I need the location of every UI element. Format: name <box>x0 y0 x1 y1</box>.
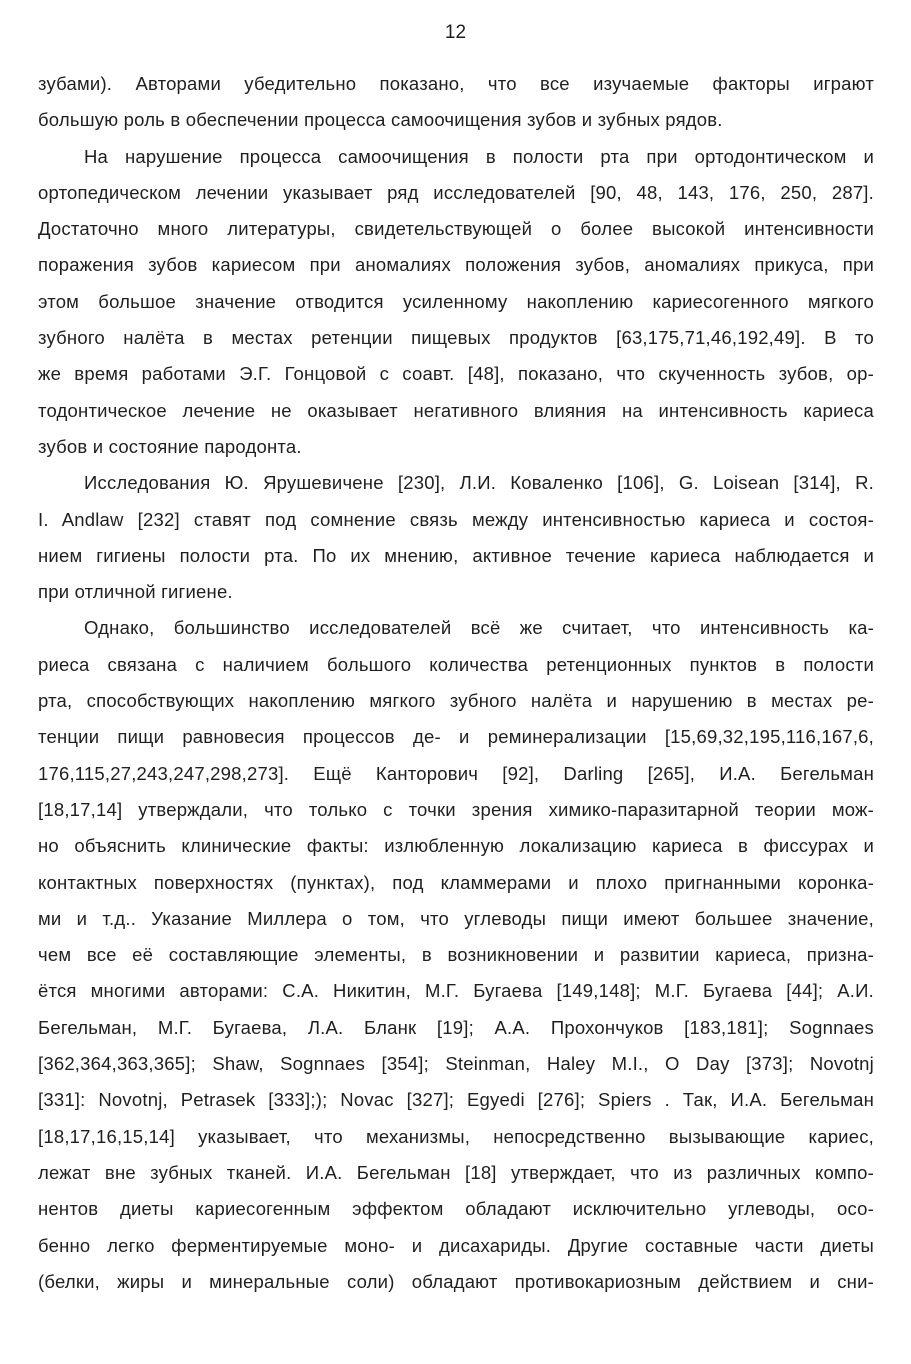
text-line: зубов и состояние пародонта. <box>38 435 302 457</box>
body-text <box>38 66 874 1300</box>
text-line: Бегельман, М.Г. Бугаева, Л.А. Бланк [19]; А.А. Прохончуков [183,181]; Sognnaes <box>38 1016 874 1038</box>
text-line: 176,115,27,243,247,298,273]. Ещё Канторович [92], Darling [265], И.А. Бегельман <box>38 762 874 784</box>
text-line: нентов диеты кариесогенным эффектом обладают исключительно углеводы, осо- <box>38 1198 874 1220</box>
text-line: На нарушение процесса самоочищения в полости рта при ортодонтическом и <box>84 145 874 167</box>
text-line: бенно легко ферментируемые моно- и дисахариды. Другие составные части диеты <box>38 1234 874 1256</box>
text-line: большую роль в обеспечении процесса самоочищения зубов и зубных рядов. <box>38 109 723 131</box>
text-line: же время работами Э.Г. Гонцовой с соавт. [48], показано, что скученность зубов, ор- <box>38 363 874 385</box>
text-line: зубного налёта в местах ретенции пищевых продуктов [63,175,71,46,192,49]. В то <box>38 327 874 349</box>
text-line: Исследования Ю. Ярушевичене [230], Л.И. Коваленко [106], G. Loisean [314], R. <box>84 472 874 494</box>
text-line: I. Andlaw [232] ставят под сомнение связь между интенсивностью кариеса и состоя- <box>38 508 874 530</box>
text-line: [18,17,16,15,14] указывает, что механизмы, непосредственно вызывающие кариес, <box>38 1125 874 1147</box>
text-line: контактных поверхностях (пунктах), под кламмерами и плохо пригнанными коронка- <box>38 871 874 893</box>
text-line: но объяснить клинические факты: излюбленную локализацию кариеса в фиссурах и <box>38 835 874 857</box>
text-line: Однако, большинство исследователей всё же считает, что интенсивность ка- <box>84 617 874 639</box>
text-line: [362,364,363,365]; Shaw, Sognnaes [354]; Steinman, Haley M.I., O Day [373]; Novotnj <box>38 1053 874 1075</box>
text-line: тенции пищи равновесия процессов де- и реминерализации [15,69,32,195,116,167,6, <box>38 726 874 748</box>
text-line: зубами). Авторами убедительно показано, что все изучаемые факторы играют <box>38 73 874 94</box>
text-line: Достаточно много литературы, свидетельствующей о более высокой интенсивности <box>38 218 874 240</box>
page-number: 12 <box>444 22 467 43</box>
text-line: ортопедическом лечении указывает ряд исследователей [90, 48, 143, 176, 250, 287]. <box>38 181 874 203</box>
text-line: рта, способствующих накоплению мягкого зубного налёта и нарушению в местах ре- <box>38 690 874 712</box>
text-line: ётся многими авторами: С.А. Никитин, М.Г. Бугаева [149,148]; М.Г. Бугаева [44]; А.И. <box>38 980 874 1002</box>
text-line: этом большое значение отводится усиленному накоплению кариесогенного мягкого <box>38 290 874 312</box>
text-line: [18,17,14] утверждали, что только с точки зрения химико-паразитарной теории мож- <box>38 798 874 820</box>
text-line: лежат вне зубных тканей. И.А. Бегельман [18] утверждает, что из различных компо- <box>38 1161 874 1183</box>
text-line: [331]: Novotnj, Petrasek [333];); Novac [327]; Egyedi [276]; Spiers . Так, И.А. Бегельман <box>38 1089 874 1111</box>
text-line: нием гигиены полости рта. По их мнению, активное течение кариеса наблюдается и <box>38 544 874 566</box>
text-line: чем все её составляющие элементы, в возникновении и развитии кариеса, призна- <box>38 944 874 966</box>
text-line: тодонтическое лечение не оказывает негативного влияния на интенсивность кариеса <box>38 399 874 421</box>
text-line: ми и т.д.. Указание Миллера о том, что углеводы пищи имеют большее значение, <box>38 907 874 929</box>
text-line: (белки, жиры и минеральные соли) обладают противокариозным действием и сни- <box>38 1270 874 1292</box>
text-line: риеса связана с наличием большого количества ретенционных пунктов в полости <box>38 653 874 675</box>
text-line: поражения зубов кариесом при аномалиях положения зубов, аномалиях прикуса, при <box>38 254 874 276</box>
text-line: при отличной гигиене. <box>38 581 233 603</box>
